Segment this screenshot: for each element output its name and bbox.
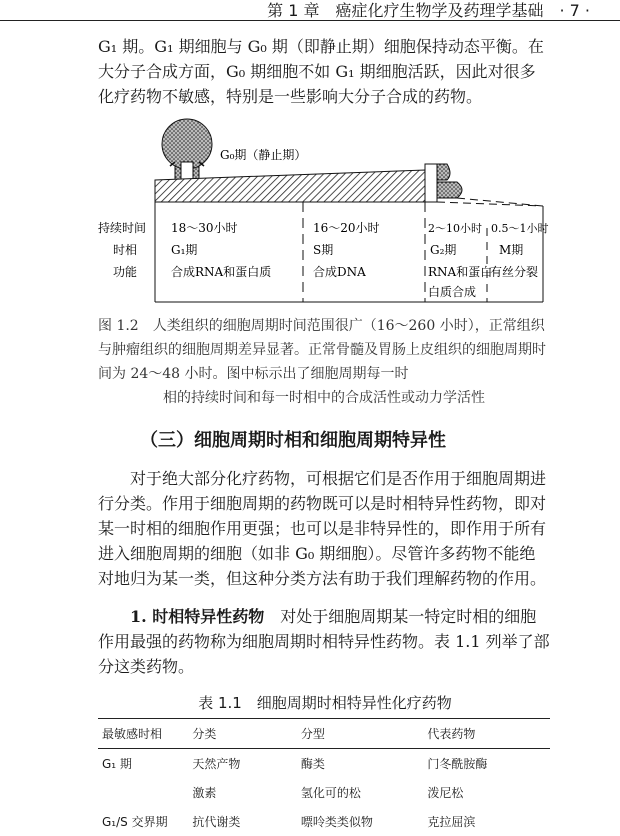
caption-last-line: 相的持续时间和每一时相中的合成活性或动力学活性	[163, 390, 485, 406]
body-paragraph-2	[98, 604, 550, 679]
table-cell: 天然产物	[192, 757, 241, 771]
duration-s: 16～20小时	[313, 221, 380, 235]
table-cell: G₁ 期	[102, 757, 132, 771]
m-phase-lobe-bottom	[437, 182, 462, 198]
phase-g2: G₂期	[430, 243, 457, 257]
phase-m: M期	[499, 243, 524, 257]
drug-table	[98, 718, 550, 836]
m-phase-lobe-top	[437, 164, 450, 180]
table-row	[98, 749, 550, 779]
function-g1: 合成RNA和蛋白质	[171, 265, 272, 279]
page-header	[0, 0, 620, 24]
row-label-duration: 持续时间	[98, 221, 147, 235]
function-m: 有丝分裂	[490, 265, 539, 279]
body-paragraph-1	[98, 466, 550, 591]
m-expansion-lines	[437, 198, 543, 206]
g2-block	[425, 164, 437, 202]
col-header-category: 分类	[188, 719, 296, 749]
phase-g1: G₁期	[171, 243, 198, 257]
table-cell: 氢化可的松	[300, 786, 361, 800]
running-head: 第 1 章 癌症化疗生物学及药理学基础 · 7 ·	[267, 1, 590, 20]
duration-g2: 2～10小时	[428, 222, 482, 235]
function-s: 合成DNA	[313, 265, 366, 279]
table-cell: 酶类	[300, 757, 325, 771]
row-label-phase: 时相	[113, 243, 138, 257]
body-text-1: 对于绝大部分化疗药物，可根据它们是否作用于细胞周期进行分类。作用于细胞周期的药物既可以是时相特异性药物，即对某一时相的细胞作用更强；也可以是非特异性的，即作用于所有进入细胞周期的细胞（如非 G₀ 期细胞）。尽管许多药物不能绝对地归为某一类，但这种分类方法有助于我们理解药物的作用。	[98, 469, 547, 588]
intro-paragraph	[98, 34, 550, 109]
table-cell: 门冬酰胺酶	[427, 757, 488, 771]
function-g2-cont: 白质合成	[428, 285, 477, 299]
g0-label: G₀期（静止期）	[220, 148, 307, 162]
table-header-row	[98, 719, 550, 749]
duration-m: 0.5～1小时	[491, 222, 549, 235]
row-label-function: 功能	[113, 265, 138, 279]
body-text-2	[98, 604, 550, 679]
table-cell: 泼尼松	[427, 786, 464, 800]
table-cell: 克拉屈滨	[427, 815, 476, 829]
figure-caption	[98, 314, 550, 410]
g0-dome	[162, 119, 212, 180]
body-text-2-rest: 对处于细胞周期某一特定时相的细胞作用最强的药物称为细胞周期时相特异性药物。表 1.1 列举了部分这类药物。	[98, 607, 550, 676]
table-row	[98, 807, 550, 836]
col-header-type: 分型	[297, 719, 424, 749]
table-cell: G₁/S 交界期	[102, 815, 168, 829]
table-cell	[98, 778, 188, 807]
header-rule	[0, 20, 620, 21]
table-cell: 激素	[192, 786, 217, 800]
table-cell: 抗代谢类	[192, 815, 241, 829]
phase-s: S期	[313, 243, 334, 257]
subsection-label: 1. 时相特异性药物	[130, 607, 265, 626]
col-header-drug: 代表药物	[423, 719, 550, 749]
function-g2: RNA和蛋白	[428, 265, 493, 279]
col-header-phase: 最敏感时相	[98, 719, 188, 749]
table-title: 表 1.1 细胞周期时相特异性化疗药物	[198, 694, 452, 712]
cell-cycle-figure	[95, 112, 555, 308]
caption-text: 图 1.2 人类组织的细胞周期时间范围很广（16～260 小时），正常组织与肿瘤组织的细胞周期差异显著。正常骨髓及胃肠上皮组织的细胞周期时间为 24～48 小时。图中标示出了细胞周期每一时	[98, 318, 546, 382]
table-cell: 嘌呤类类似物	[300, 815, 373, 829]
section-heading: （三）细胞周期时相和细胞周期特异性	[140, 430, 446, 451]
intro-text: G₁ 期。G₁ 期细胞与 G₀ 期（即静止期）细胞保持动态平衡。在大分子合成方面，G₀ 期细胞不如 G₁ 期细胞活跃，因此对很多化疗药物不敏感，特别是一些影响大分子合成的药物。	[98, 37, 544, 106]
table-row	[98, 778, 550, 807]
duration-g1: 18～30小时	[171, 221, 238, 235]
